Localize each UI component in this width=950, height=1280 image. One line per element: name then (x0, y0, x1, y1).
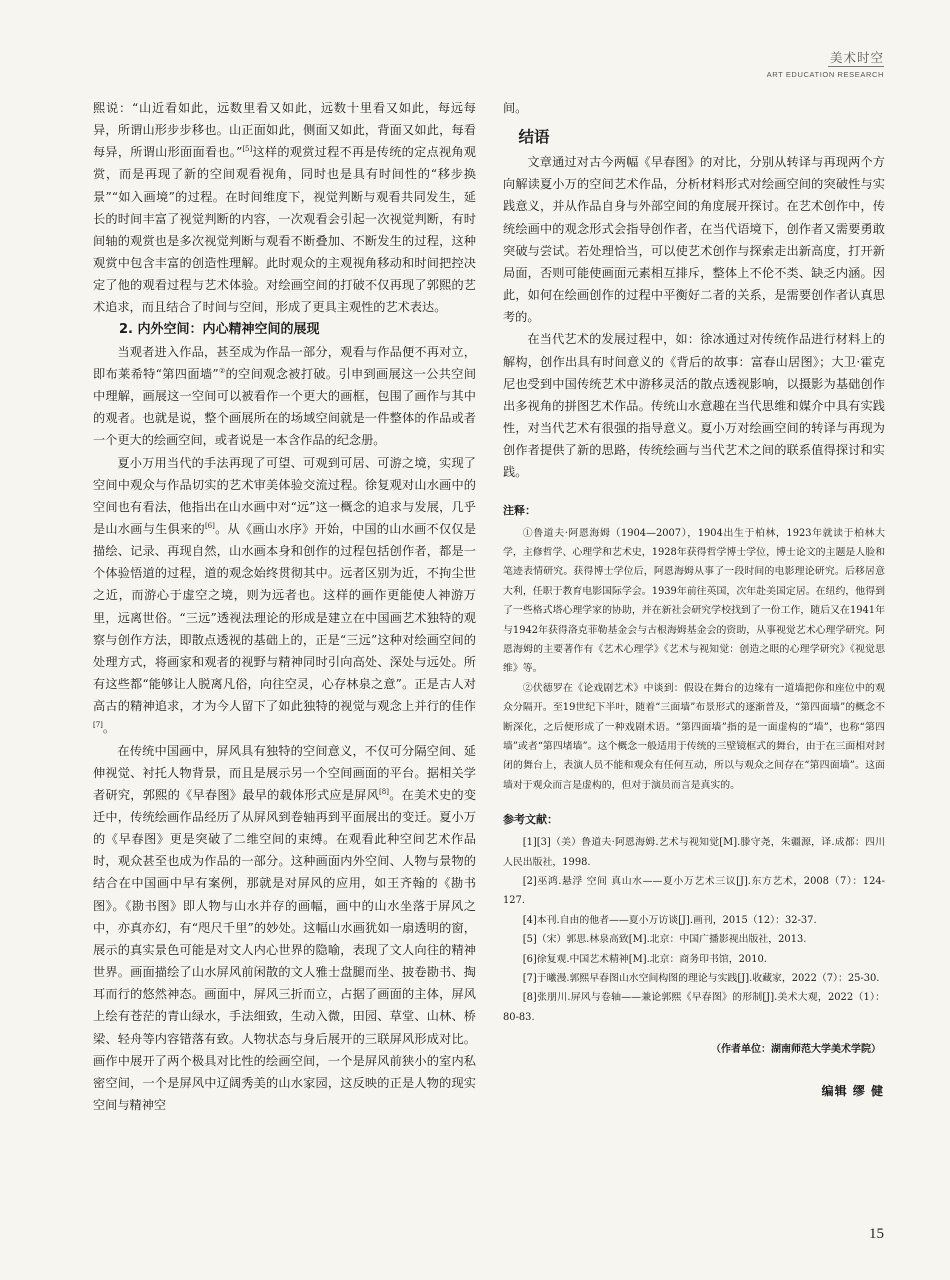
author-affiliation: （作者单位：湖南师范大学美术学院） (711, 1044, 881, 1056)
note-item: ①鲁道夫·阿恩海姆（1904—2007），1904出生于柏林，1923年就读于柏林大学，主修哲学、心理学和艺术史，1928年获得哲学博士学位，博士论文的主题是人脸和笔迹表情研究。获得博士学位后，阿恩海姆从事了一段时间的电影理论研究。后移居意大利，任职于教育电影国际学会。1939年前往英国，次年赴美国定居。在纽约，他得到了一些格式塔心理学家的协助，并在新社会研究学校找到了一份工作，随后又在1941年与1942年获得洛克菲勒基金会与古根海姆基金会的资助，从事视觉艺术心理学研究。阿恩海姆的主要著作有《艺术心理学》《艺术与视知觉：创造之眼的心理学研究》《视觉思维》等。 (503, 527, 885, 675)
citation-ref: [5] (242, 145, 253, 154)
conclusion-heading: 结语 (518, 128, 550, 147)
paragraph: 在当代艺术的发展过程中，如：徐冰通过对传统作品进行材料上的解构，创作出具有时间意义的《背后的故事：富春山居图》；大卫·霍克尼也受到中国传统艺术中游移灵活的散点透视影响，以摄影为基础创作出多视角的拼图艺术作品。传统山水意趣在当代思维和媒介中具有实践性，对当代艺术有很强的指导意义。夏小万对绘画空间的转译与再现为创作者提供了新的思路，传统绘画与当代艺术之间的联系值得探讨和实践。 (503, 332, 885, 480)
reference-item: [8]张朋川.屏风与卷轴——兼论郭熙《早春图》的形制[J].美术大观，2022（1）：80-83. (503, 992, 885, 1023)
section-heading: 2. 内外空间：内心精神空间的展现 (119, 321, 320, 337)
paragraph: 在传统中国画中，屏风具有独特的空间意义，不仅可分隔空间、延伸视觉、衬托人物背景，而且是展示另一个空间画面的平台。据相关学者研究，郭熙的《早春图》最早的载体形式应是屏风[8]。在美术史的变迁中，传统绘画作品经历了从屏风到卷轴再到平面展出的变迁。夏小万的《早春图》更是突破了二维空间的束缚。在观看此种空间艺术作品时，观众甚至也成为作品的一部分。这种画面内外空间、人物与景物的结合在中国画中早有案例，那就是对屏风的应用，如王齐翰的《勘书图》。《勘书图》即人物与山水并存的画幅，画中的山水坐落于屏风之中，亦真亦幻，有“咫尺千里”的妙处。这幅山水画犹如一扇透明的窗，展示的真实景色可能是对文人内心世界的隐喻，表现了文人向往的精神世界。画面描绘了山水屏风前闲散的文人雅士盘腿而坐、披卷勘书、掏耳而行的悠然神态。画面中，屏风三折而立，占据了画面的主体，屏风上绘有苍茫的青山绿水，手法细致，生动入微，田园、草堂、山林、桥梁、轻舟等内容错落有致。人物状态与身后展开的三联屏风形成对比。画作中展开了两个极具对比性的绘画空间，一个是屏风前狭小的室内私密空间，一个是屏风中辽阔秀美的山水家园，这反映的正是人物的现实空间与精神空 (93, 743, 477, 1113)
magazine-subtitle: ART EDUCATION RESEARCH (766, 70, 884, 79)
page-number: 15 (869, 1226, 884, 1242)
paragraph: 间。 (503, 101, 528, 115)
notes-title: 注释： (503, 503, 536, 517)
citation-ref: [6] (204, 521, 215, 530)
reference-item: [5]（宋）郭思.林泉高致[M].北京：中国广播影视出版社，2013. (522, 934, 807, 946)
header-rule (828, 66, 884, 67)
citation-ref: [7] (93, 721, 103, 730)
reference-item: [2]巫鸿.悬浮 空间 真山水——夏小万艺术三议[J].东方艺术，2008（7）：124-127. (503, 876, 885, 907)
left-column (93, 97, 476, 1116)
references-section (503, 810, 885, 1027)
paragraph: 夏小万用当代的手法再现了可望、可观到可居、可游之境，实现了空间中观众与作品切实的艺术审美体验交流过程。徐复观对山水画中的空间也有看法，他指出在山水画中对“远”这一概念的追求与发展，几乎是山水画与生俱来的[6]。从《画山水序》开始，中国的山水画不仅仅是描绘、记录、再现自然，山水画本身和创作的过程包括创作者，都是一个体验悟道的过程，道的观念始终贯彻其中。远者区别为近，不拘尘世之近，而游心于虚空之境，则为远者也。这样的画作更能使人神游万里，远离世俗。“三远”透视法理论的形成是建立在中国画艺术独特的观察与创作方法，即散点透视的基础上的，正是“三远”这种对绘画空间的处理方式，将画家和观者的视野与精神同时引向高处、深处与远处。所有这些都“能够让人脱离凡俗，向往空灵，心存林泉之意”。正是古人对高古的精神追求，才为今人留下了如此独特的视觉与观念上并行的佳作[7]。 (93, 455, 477, 736)
reference-item: [6]徐复观.中国艺术精神[M].北京：商务印书馆，2010. (522, 953, 767, 965)
reference-item: [7]于曦漫.郭熙早春图山水空间构图的理论与实践[J].收藏家，2022（7）：25-30. (522, 973, 880, 985)
references-title: 参考文献： (503, 813, 558, 827)
paragraph: 文章通过对古今两幅《早春图》的对比，分别从转译与再现两个方向解读夏小万的空间艺术作品，分析材料形式对绘画空间的突破性与实践意义，并从作品自身与外部空间的角度展开探讨。在艺术创作中，传统绘画中的观念形式会指导创作者，在当代语境下，创作者又需要勇敢突破与尝试。若处理恰当，可以使艺术创作与探索走出新高度，打开新局面，否则可能使画面元素相互排斥，整体上不伦不类、缺乏内涵。因此，如何在绘画创作的过程中平衡好二者的关系，是需要创作者认真思考的。 (503, 155, 885, 325)
paragraph: 当观者进入作品，甚至成为作品一部分，观看与作品便不再对立，即布莱希特“第四面墙”②的空间观念被打破。引申到画展这一公共空间中理解，画展这一空间可以被看作一个更大的画框，包围了画作与其中的观者。也就是说，整个画展所在的场域空间就是一件整体的作品或者一个更大的绘画空间，或者说是一本含作品的纪念册。 (93, 344, 477, 448)
note-ref: ② (218, 366, 226, 375)
editor-credit: 编辑 缪 健 (821, 1084, 884, 1099)
notes-section (503, 501, 885, 796)
reference-item: [4]本刊.自由的他者——夏小万访谈[J].画刊，2015（12）：32-37. (522, 914, 817, 926)
right-column (503, 97, 885, 1101)
citation-ref: [8] (379, 787, 389, 796)
note-item: ②伏德罗在《论戏剧艺术》中谈到：假设在舞台的边缘有一道墙把你和座位中的观众分隔开。至19世纪下半叶，随着“三面墙”布景形式的逐渐普及，“第四面墙”的概念不断深化，之后便形成了一种戏剧术语。“第四面墙”指的是一面虚构的“墙”，也称“第四墙”或者“第四堵墙”。这个概念一般适用于传统的三壁镜框式的舞台，由于在三面相对封闭的舞台上，表演人员不能和观众有任何互动，所以与观众之间存在“第四面墙”。这面墙对于观众而言是虚构的，但对于演员而言是真实的。 (503, 682, 885, 791)
magazine-title: 美术时空 (829, 50, 884, 65)
paragraph: 熙说：“山近看如此，远数里看又如此，远数十里看又如此，每远每异，所谓山形步步移也。山正面如此，侧面又如此，背面又如此，每看每异，所谓山形面面看也。”[5]这样的观赏过程不再是传统的定点视角观赏，而是再现了新的空间观看视角，同时也是具有时间性的“移步换景”“如入画境”的过程。在时间维度下，视觉判断与观看共同发生，延长的时间丰富了视觉判断的内容，一次观看会引起一次视觉判断，有时间轴的观赏也是多次视觉判断与观看不断叠加、不断发生的过程，这种观赏中包含丰富的创造性理解。此时观众的主观视角移动和时间把控决定了他的观看过程与艺术体验。对绘画空间的打破不仅再现了郭熙的艺术追求，而且结合了时间与空间，形成了更具主观性的艺术表达。 (93, 101, 476, 315)
reference-item: [1][3]（美）鲁道夫·阿恩海姆.艺术与视知觉[M].滕守尧，朱疆源，译.成都：四川人民出版社，1998. (503, 837, 885, 868)
